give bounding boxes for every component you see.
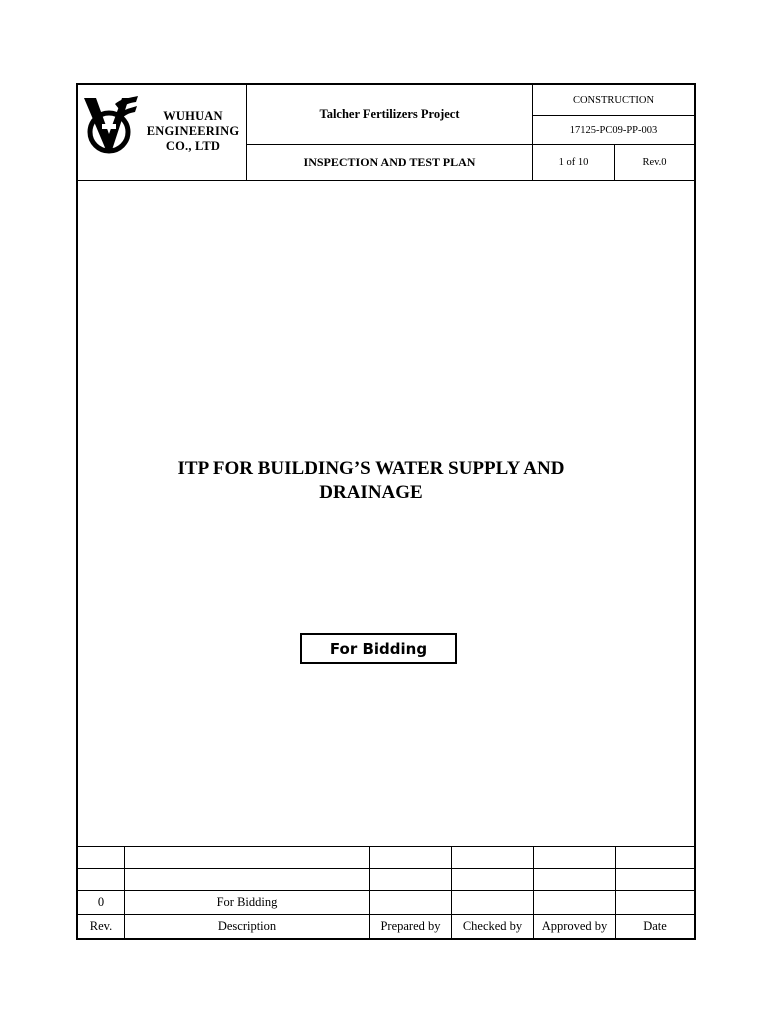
rev-header-date: Date [643,919,667,933]
document-title [108,457,634,505]
document-type: INSPECTION AND TEST PLAN [303,155,476,169]
company-logo [82,94,140,156]
rev-row-value-rev: 0 [97,895,105,909]
document-number: 17125-PC09-PP-003 [569,124,658,136]
rev-table-rule-2 [78,868,694,869]
rev-header-checked-by: Checked by [462,919,523,933]
logo-emblem-icon [82,94,140,156]
rev-header-approved-by: Approved by [541,919,608,933]
company-name [138,109,248,154]
rev-header-prepared-by: Prepared by [380,919,441,933]
construction-label: CONSTRUCTION [572,94,655,106]
rev-table-rule-1 [78,846,694,847]
rev-header-description: Description [217,919,277,933]
company-name-line1: WUHUAN [163,109,223,123]
rev-row-value-description: For Bidding [216,895,278,909]
company-name-line2: ENGINEERING [146,124,240,138]
rev-header-rev: Rev. [89,919,113,933]
document-title-line2: DRAINAGE [319,482,423,503]
document-title-line1: ITP FOR BUILDING’S WATER SUPPLY AND [177,458,565,479]
header-bottom-rule [78,180,694,181]
project-name: Talcher Fertilizers Project [319,107,460,121]
revision-label: Rev.0 [642,157,667,168]
document-frame [76,83,696,940]
page-number: 1 of 10 [558,157,589,168]
company-name-line3: CO., LTD [165,139,221,153]
for-bidding-stamp: For Bidding [300,633,457,664]
